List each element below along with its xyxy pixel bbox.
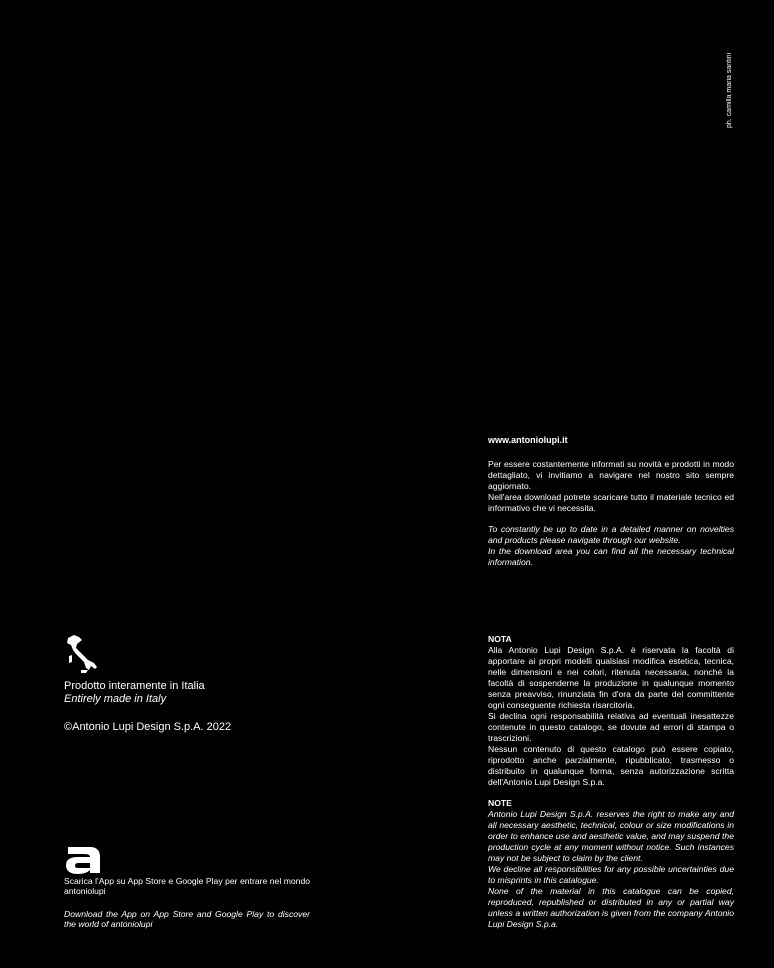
nota-line: Si declina ogni responsabilità relativa ad eventuali inesattezze contenute in questo catalogo, se dovute ad errori di stampa o trascrizioni. xyxy=(488,711,734,743)
intro-en-line: In the download area you can find all the necessary technical information. xyxy=(488,546,734,567)
intro-en-line: To constantly be up to date in a detailed manner on novelties and products please navigate through our website. xyxy=(488,524,734,545)
antoniolupi-logo xyxy=(64,845,104,875)
made-in-en: Entirely made in Italy xyxy=(64,693,167,705)
photo-credit: ph. camilla maria santini xyxy=(726,52,733,128)
nota-line: Nessun contenuto di questo catalogo può essere copiato, riprodotto anche parzialmente, ripubblicato, trasmesso o distribuito in qualunque forma, senza autorizzazione scritta dell'Antonio Lupi Design S.p.a. xyxy=(488,744,734,787)
italy-map-icon xyxy=(64,634,98,674)
made-in-italy xyxy=(64,680,205,706)
note-line: We decline all responsibilities for any possible uncertainties due to misprints in this catalogue. xyxy=(488,864,734,885)
copyright: ©Antonio Lupi Design S.p.A. 2022 xyxy=(64,721,232,733)
note-heading: NOTE xyxy=(488,798,512,808)
note-line: None of the material in this catalogue can be copied, reproduced, republished or distributed in any or partial way unless a written authorization is given from the company Antonio Lupi Design S.p.a. xyxy=(488,886,734,929)
intro-it-line: Nell'area download potrete scaricare tutto il materiale tecnico ed informativo che vi necessita. xyxy=(488,492,734,513)
app-download-it: Scarica l'App su App Store e Google Play per entrare nel mondo antoniolupi xyxy=(64,876,310,896)
intro-italian xyxy=(488,459,734,514)
nota-section xyxy=(488,634,734,788)
note-line: Antonio Lupi Design S.p.A. reserves the right to make any and all necessary aesthetic, technical, colour or size modifications in order to enhance use and aesthetic value, and may suspend the production cycle at any moment without notice. Such instances may not be subject to claim by the client. xyxy=(488,809,734,863)
nota-line: Alla Antonio Lupi Design S.p.A. è riservata la facoltà di apportare ai propri modelli qualsiasi modifica estetica, tecnica, nelle dimensioni e nei colori, ritenuta necessaria, nonché la facoltà di sospenderne la produzione in qualunque momento senza preavviso, rinunziata fin d'ora da parte del committente ogni conseguente richiesta risarcitoria. xyxy=(488,645,734,710)
app-download-en: Download the App on App Store and Google Play to discover the world of antoniolupi xyxy=(64,909,310,929)
website-link[interactable]: www.antoniolupi.it xyxy=(488,435,568,445)
made-in-it: Prodotto interamente in Italia xyxy=(64,680,205,692)
nota-heading: NOTA xyxy=(488,634,512,644)
intro-english xyxy=(488,524,734,568)
note-section xyxy=(488,798,734,930)
intro-it-line: Per essere costantemente informati su novità e prodotti in modo dettagliato, vi invitiamo a navigare nel nostro sito sempre aggiornato. xyxy=(488,459,734,491)
